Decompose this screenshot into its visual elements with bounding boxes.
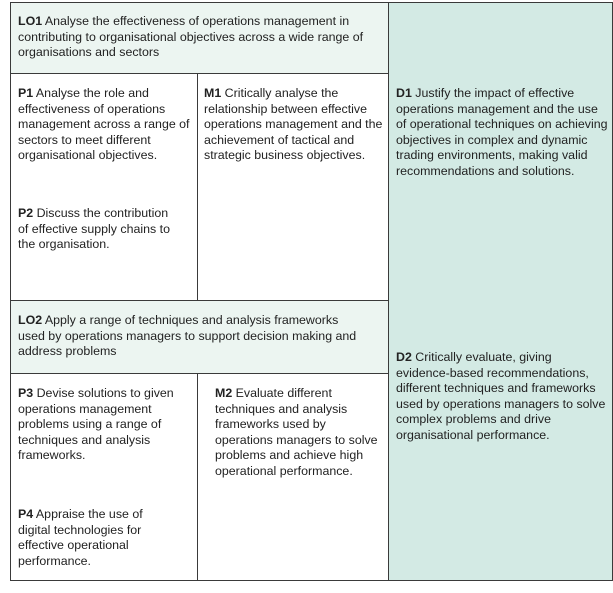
p4-code: P4: [18, 507, 34, 521]
table-border-bottom: [10, 580, 613, 581]
lo1-code: LO1: [18, 14, 43, 28]
m2-text: Evaluate different techniques and analysis frameworks used by operations managers to solve problems and achieve high operational performance.: [215, 386, 378, 478]
p1-code: P1: [18, 86, 34, 100]
p3-code: P3: [18, 386, 34, 400]
row-divider-lo2-bottom: [10, 373, 389, 374]
lo2-text: Apply a range of techniques and analysis frameworks used by operations managers to support decision making and address problems: [18, 313, 357, 359]
table-border-top: [10, 2, 613, 3]
m1-code: M1: [204, 86, 222, 100]
m2-code: M2: [215, 386, 233, 400]
table-border-left: [10, 2, 11, 581]
d1-code: D1: [396, 86, 412, 100]
p2-code: P2: [18, 206, 34, 220]
d2-code: D2: [396, 350, 412, 364]
column-divider-lower: [197, 373, 198, 581]
d2-text: Critically evaluate, giving evidence-based recommendations, different techniques and frameworks used by operations managers to solve complex problems and drive organisational performance.: [396, 350, 606, 442]
row-divider-lo1: [10, 73, 389, 74]
p3-cell: [18, 386, 178, 464]
lo2-cell: [18, 313, 358, 360]
d2-cell: [396, 350, 608, 444]
lo1-cell: [18, 14, 382, 61]
d1-cell: [396, 86, 608, 180]
p1-cell: [18, 86, 193, 164]
lo2-code: LO2: [18, 313, 43, 327]
m1-cell: [204, 86, 384, 164]
column-divider-main: [388, 2, 389, 581]
p2-text: Discuss the contribution of effective supply chains to the organisation.: [18, 206, 170, 252]
lo1-text: Analyse the effectiveness of operations management in contributing to organisational objectives across a wide range of organisations and sectors: [18, 14, 364, 60]
p3-text: Devise solutions to given operations management problems using a range of techniques and analysis frameworks.: [18, 386, 174, 463]
m1-text: Critically analyse the relationship between effective operations management and the achievement of tactical and strategic business objectives.: [204, 86, 383, 163]
column-divider-upper: [197, 73, 198, 301]
m2-cell: [215, 386, 383, 480]
p4-cell: [18, 507, 178, 569]
d1-text: Justify the impact of effective operations management and the use of operational techniques on achieving objectives in complex and dynamic trading environments, making valid recommendations and solutions.: [396, 86, 608, 178]
p2-cell: [18, 206, 178, 253]
row-divider-lo2-top: [10, 300, 389, 301]
p4-text: Appraise the use of digital technologies for effective operational performance.: [18, 507, 143, 568]
p1-text: Analyse the role and effectiveness of operations management across a range of sectors to meet different organisational objectives.: [18, 86, 190, 163]
